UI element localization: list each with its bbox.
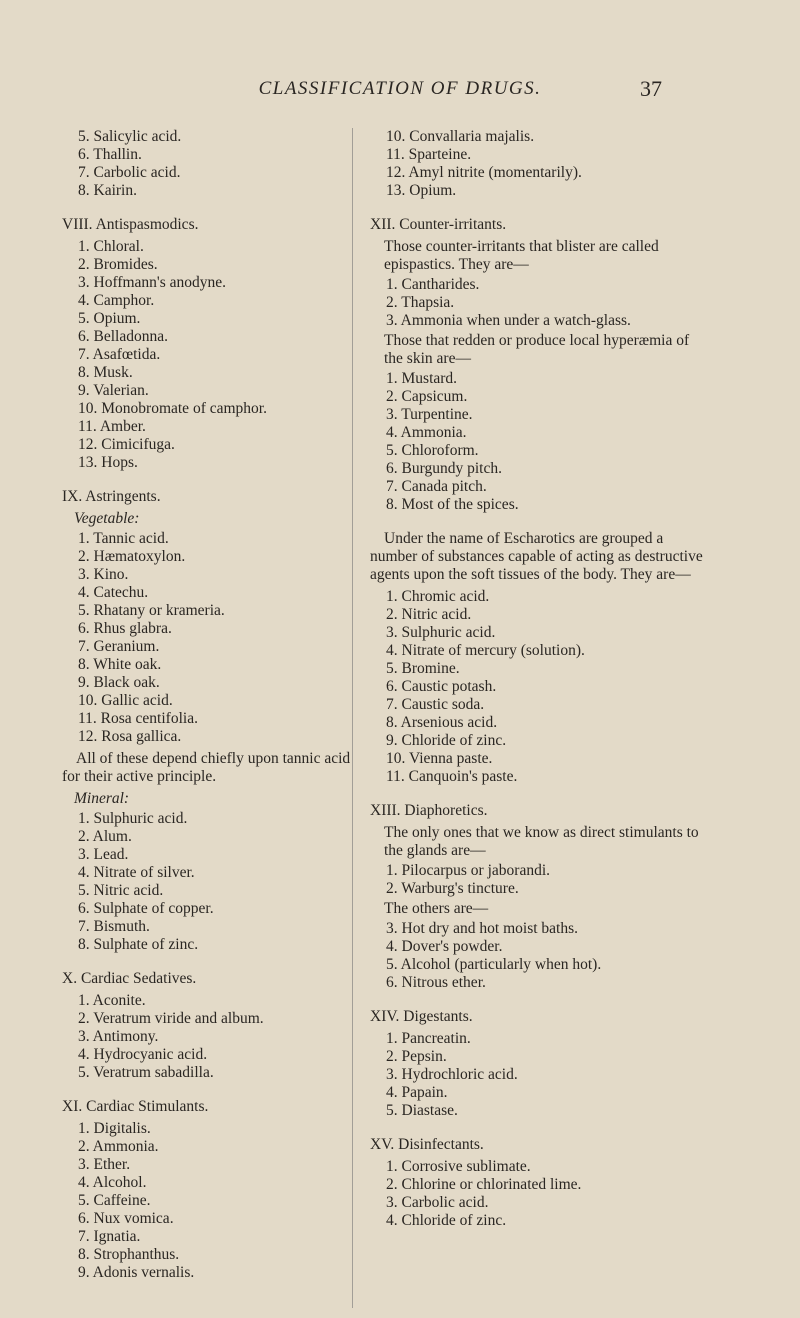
list-item: 4. Alcohol. — [78, 1174, 147, 1191]
list-item: 10. Monobromate of camphor. — [78, 400, 267, 417]
list-item: 6. Sulphate of copper. — [78, 900, 214, 917]
list-item: 7. Carbolic acid. — [78, 164, 181, 181]
section-continued-right — [370, 128, 710, 200]
list-item: 10. Convallaria majalis. — [386, 128, 535, 145]
section-heading: XII. Counter-irritants. — [370, 216, 507, 233]
intro-paragraph: The only ones that we know as direct stimulants to the glands are— — [384, 824, 699, 859]
list-item: 2. Chlorine or chlorinated lime. — [386, 1176, 582, 1193]
list-item: 9. Valerian. — [78, 382, 149, 399]
section-cardiac-stimulants — [62, 1098, 352, 1282]
list-item: 5. Chloroform. — [386, 442, 479, 459]
list-item: 1. Corrosive sublimate. — [386, 1158, 531, 1175]
list-item: 4. Nitrate of silver. — [78, 864, 195, 881]
list-item: 1. Sulphuric acid. — [78, 810, 188, 827]
section-heading: X. Cardiac Sedatives. — [62, 970, 197, 987]
list-item: 4. Nitrate of mercury (solution). — [386, 642, 585, 659]
list-item: 9. Chloride of zinc. — [386, 732, 507, 749]
page-header — [0, 78, 800, 108]
list-item: 2. Thapsia. — [386, 294, 455, 311]
list-item: 13. Hops. — [78, 454, 138, 471]
list-item: 1. Mustard. — [386, 370, 458, 387]
item-list — [370, 920, 710, 992]
list-item: 5. Diastase. — [386, 1102, 458, 1119]
list-item: 2. Veratrum viride and album. — [78, 1010, 264, 1027]
right-column — [370, 128, 710, 1246]
section-heading: XIV. Digestants. — [370, 1008, 473, 1025]
list-item: 4. Hydrocyanic acid. — [78, 1046, 208, 1063]
column-divider — [352, 128, 353, 1308]
list-item: 7. Caustic soda. — [386, 696, 485, 713]
list-item: 9. Adonis vernalis. — [78, 1264, 195, 1281]
item-list — [370, 588, 710, 786]
section-heading: XV. Disinfectants. — [370, 1136, 484, 1153]
intro-paragraph: Under the name of Escharotics are grouped a number of substances capable of acting as destructive agents upon the soft tissues of the body. They are— — [370, 530, 703, 583]
section-astringents — [62, 488, 352, 954]
list-item: 6. Rhus glabra. — [78, 620, 172, 637]
list-item: 3. Turpentine. — [386, 406, 473, 423]
item-list — [62, 992, 352, 1082]
list-item: 4. Dover's powder. — [386, 938, 503, 955]
list-item: 8. Most of the spices. — [386, 496, 519, 513]
list-item: 7. Asafœtida. — [78, 346, 161, 363]
list-item: 3. Ether. — [78, 1156, 131, 1173]
list-item: 5. Rhatany or krameria. — [78, 602, 225, 619]
list-item: 3. Lead. — [78, 846, 129, 863]
section-digestants — [370, 1008, 710, 1120]
section-heading: IX. Astringents. — [62, 488, 161, 505]
list-item: 3. Sulphuric acid. — [386, 624, 496, 641]
running-title: CLASSIFICATION OF DRUGS. — [258, 78, 542, 99]
item-list — [370, 370, 710, 514]
section-heading: XIII. Diaphoretics. — [370, 802, 488, 819]
list-item: 1. Pilocarpus or jaborandi. — [386, 862, 551, 879]
item-list — [62, 530, 352, 746]
item-list — [62, 810, 352, 954]
list-item: 11. Rosa centifolia. — [78, 710, 198, 727]
intro-paragraph: Those that redden or produce local hyperæmia of the skin are— — [384, 332, 690, 367]
list-item: 5. Salicylic acid. — [78, 128, 182, 145]
list-item: 3. Hoffmann's anodyne. — [78, 274, 227, 291]
list-item: 1. Tannic acid. — [78, 530, 169, 547]
section-diaphoretics — [370, 802, 710, 992]
subheading-vegetable: Vegetable: — [74, 510, 140, 527]
list-item: 8. Arsenious acid. — [386, 714, 498, 731]
list-item: 3. Hydrochloric acid. — [386, 1066, 518, 1083]
list-item: 2. Alum. — [78, 828, 132, 845]
item-list — [370, 276, 710, 330]
item-list — [370, 1158, 710, 1230]
list-item: 12. Rosa gallica. — [78, 728, 182, 745]
list-item: 2. Bromides. — [78, 256, 158, 273]
list-item: 13. Opium. — [386, 182, 457, 199]
list-item: 4. Camphor. — [78, 292, 155, 309]
list-item: 6. Nitrous ether. — [386, 974, 486, 991]
list-item: 3. Carbolic acid. — [386, 1194, 489, 1211]
intro-paragraph: Those counter-irritants that blister are called epispastics. They are— — [384, 238, 659, 273]
left-column — [62, 128, 352, 1298]
section-heading: VIII. Antispasmodics. — [62, 216, 199, 233]
list-item: 12. Amyl nitrite (momentarily). — [386, 164, 582, 181]
section-counter-irritants — [370, 216, 710, 514]
section-cardiac-sedatives — [62, 970, 352, 1082]
list-item: 2. Warburg's tincture. — [386, 880, 519, 897]
list-item: 2. Ammonia. — [78, 1138, 159, 1155]
list-item: 7. Geranium. — [78, 638, 160, 655]
list-item: 4. Ammonia. — [386, 424, 467, 441]
list-item: 5. Bromine. — [386, 660, 460, 677]
list-item: 10. Vienna paste. — [386, 750, 493, 767]
section-heading: XI. Cardiac Stimulants. — [62, 1098, 209, 1115]
section-continued-left — [62, 128, 352, 200]
list-item: 8. White oak. — [78, 656, 162, 673]
item-list — [62, 1120, 352, 1282]
list-item: 11. Canquoin's paste. — [386, 768, 518, 785]
list-item: 8. Musk. — [78, 364, 133, 381]
list-item: 1. Chloral. — [78, 238, 144, 255]
list-item: 5. Alcohol (particularly when hot). — [386, 956, 602, 973]
list-item: 9. Black oak. — [78, 674, 160, 691]
list-item: 6. Thallin. — [78, 146, 142, 163]
list-item: 5. Veratrum sabadilla. — [78, 1064, 214, 1081]
item-list — [370, 128, 710, 200]
list-item: 4. Chloride of zinc. — [386, 1212, 507, 1229]
subheading-mineral: Mineral: — [74, 790, 130, 807]
list-item: 8. Strophanthus. — [78, 1246, 180, 1263]
section-antispasmodics — [62, 216, 352, 472]
intro-paragraph: The others are— — [384, 900, 489, 917]
page-number: 37 — [640, 76, 662, 101]
list-item: 6. Nux vomica. — [78, 1210, 174, 1227]
list-item: 8. Kairin. — [78, 182, 137, 199]
list-item: 4. Catechu. — [78, 584, 149, 601]
list-item: 7. Canada pitch. — [386, 478, 487, 495]
list-item: 3. Kino. — [78, 566, 129, 583]
list-item: 2. Hæmatoxylon. — [78, 548, 186, 565]
list-item: 2. Pepsin. — [386, 1048, 447, 1065]
section-escharotics — [370, 530, 710, 786]
list-item: 1. Aconite. — [78, 992, 146, 1009]
list-item: 4. Papain. — [386, 1084, 448, 1101]
list-item: 1. Chromic acid. — [386, 588, 490, 605]
list-item: 1. Pancreatin. — [386, 1030, 471, 1047]
list-item: 3. Antimony. — [78, 1028, 159, 1045]
list-item: 10. Gallic acid. — [78, 692, 173, 709]
list-item: 7. Bismuth. — [78, 918, 150, 935]
list-item: 5. Nitric acid. — [78, 882, 164, 899]
list-item: 5. Opium. — [78, 310, 141, 327]
list-item: 8. Sulphate of zinc. — [78, 936, 199, 953]
list-item: 11. Amber. — [78, 418, 146, 435]
list-item: 5. Caffeine. — [78, 1192, 151, 1209]
list-item: 11. Sparteine. — [386, 146, 472, 163]
list-item: 6. Burgundy pitch. — [386, 460, 502, 477]
list-item: 6. Belladonna. — [78, 328, 168, 345]
list-item: 1. Cantharides. — [386, 276, 480, 293]
item-list — [62, 238, 352, 472]
section-disinfectants — [370, 1136, 710, 1230]
note-paragraph: All of these depend chiefly upon tannic acid for their active principle. — [62, 750, 351, 785]
list-item: 1. Digitalis. — [78, 1120, 151, 1137]
list-item: 7. Ignatia. — [78, 1228, 141, 1245]
list-item: 6. Caustic potash. — [386, 678, 497, 695]
item-list — [370, 862, 710, 898]
list-item: 2. Nitric acid. — [386, 606, 472, 623]
item-list — [370, 1030, 710, 1120]
list-item: 2. Capsicum. — [386, 388, 468, 405]
list-item: 3. Hot dry and hot moist baths. — [386, 920, 579, 937]
list-item: 12. Cimicifuga. — [78, 436, 175, 453]
item-list — [62, 128, 352, 200]
list-item: 3. Ammonia when under a watch-glass. — [386, 312, 631, 329]
